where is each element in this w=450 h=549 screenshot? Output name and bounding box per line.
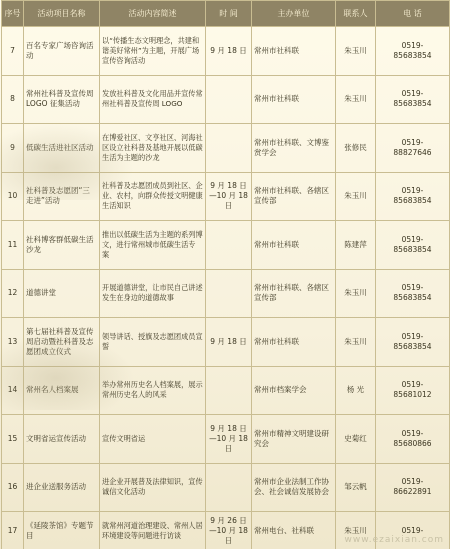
cell-date: 9 月 18 日: [206, 318, 252, 367]
table-row: [2, 269, 450, 318]
watermark: www.ezaixian.com: [344, 535, 444, 545]
header-cell: 电 话: [376, 1, 450, 27]
cell-date: 9 月 18 日 —10 月 18 日: [206, 415, 252, 464]
cell-phone: 0519- 85683854: [376, 27, 450, 76]
cell-date: 9 月 18 日 —10 月 18 日: [206, 172, 252, 221]
header-cell: 主办单位: [252, 1, 336, 27]
cell-content: 以“传播生态文明理念，共建和谐美好常州”为主题，开展广场宣传咨询活动: [100, 27, 206, 76]
cell-contact: 朱玉川: [336, 318, 376, 367]
cell-name: 道德讲堂: [24, 269, 100, 318]
cell-content: 领导讲话、授旗及志愿团成员宣誓: [100, 318, 206, 367]
cell-contact: 陈建萍: [336, 221, 376, 270]
header-cell: 联系人: [336, 1, 376, 27]
activity-table: [1, 0, 450, 549]
table-row: [2, 75, 450, 124]
cell-phone: 0519- 85683854: [376, 269, 450, 318]
table-row: [2, 415, 450, 464]
cell-org: 常州市精神文明建设研究会: [252, 415, 336, 464]
cell-contact: 朱玉川: [336, 512, 376, 549]
cell-org: 常州市社科联: [252, 75, 336, 124]
cell-org: 常州市社科联: [252, 221, 336, 270]
table-header-row: [2, 1, 450, 27]
cell-org: 常州市社科联、文博鉴赏学会: [252, 124, 336, 173]
header-cell: 活动项目名称: [24, 1, 100, 27]
cell-content: 社科普及志愿团成员到社区、企业、农村，向群众传授文明健康生活知识: [100, 172, 206, 221]
table-row: [2, 463, 450, 512]
cell-num: 14: [2, 366, 24, 415]
cell-content: 举办常州历史名人档案展，展示常州历史名人的风采: [100, 366, 206, 415]
cell-content: 发放社科普及文化用品并宣传常州社科普及宣传周 LOGO: [100, 75, 206, 124]
cell-date: 9 月 26 日 —10 月 18 日: [206, 512, 252, 549]
cell-phone: 0519- 88827646: [376, 124, 450, 173]
header-cell: 序号: [2, 1, 24, 27]
cell-date: [206, 124, 252, 173]
cell-num: 16: [2, 463, 24, 512]
cell-num: 13: [2, 318, 24, 367]
cell-name: 社科普及志愿团“三走进”活动: [24, 172, 100, 221]
cell-name: 常州名人档案展: [24, 366, 100, 415]
cell-date: [206, 221, 252, 270]
cell-phone: 0519- 85680866: [376, 415, 450, 464]
cell-num: 8: [2, 75, 24, 124]
cell-contact: 朱玉川: [336, 269, 376, 318]
cell-contact: 史菊红: [336, 415, 376, 464]
cell-num: 12: [2, 269, 24, 318]
table-row: [2, 318, 450, 367]
cell-name: 第七届社科普及宣传周启动暨社科普及志愿团成立仪式: [24, 318, 100, 367]
cell-phone: 0519- 86622891: [376, 463, 450, 512]
cell-contact: 朱玉川: [336, 75, 376, 124]
table-row: [2, 124, 450, 173]
cell-content: 宣传文明省运: [100, 415, 206, 464]
table-row: [2, 27, 450, 76]
cell-contact: 邹云帆: [336, 463, 376, 512]
cell-name: 进企业送服务活动: [24, 463, 100, 512]
cell-name: 低碳生活进社区活动: [24, 124, 100, 173]
cell-contact: 朱玉川: [336, 172, 376, 221]
cell-num: 10: [2, 172, 24, 221]
cell-content: 在博爱社区、文亨社区、河海社区设立社科普及基地开展以低碳生活为主题的沙龙: [100, 124, 206, 173]
cell-name: 常州社科普及宣传周 LOGO 征集活动: [24, 75, 100, 124]
cell-name: 社科博客群低碳生活沙龙: [24, 221, 100, 270]
cell-name: 《延陵茶馆》专题节目: [24, 512, 100, 549]
cell-date: 9 月 18 日: [206, 27, 252, 76]
cell-content: 就常州河道治理建设、常州人居环境建设等问题进行访谈: [100, 512, 206, 549]
cell-date: [206, 269, 252, 318]
cell-num: 17: [2, 512, 24, 549]
cell-org: 常州电台、社科联: [252, 512, 336, 549]
header-cell: 时 间: [206, 1, 252, 27]
cell-org: 常州市档案学会: [252, 366, 336, 415]
cell-contact: 杨 光: [336, 366, 376, 415]
cell-num: 11: [2, 221, 24, 270]
cell-name: 文明省运宣传活动: [24, 415, 100, 464]
cell-num: 7: [2, 27, 24, 76]
cell-contact: 朱玉川: [336, 27, 376, 76]
cell-num: 15: [2, 415, 24, 464]
cell-org: 常州市社科联: [252, 27, 336, 76]
cell-date: [206, 366, 252, 415]
cell-phone: 0519- 85683854: [376, 172, 450, 221]
table-row: [2, 366, 450, 415]
cell-org: 常州市社科联、各辖区宣传部: [252, 269, 336, 318]
cell-org: 常州市社科联、各辖区宣传部: [252, 172, 336, 221]
header-cell: 活动内容简述: [100, 1, 206, 27]
cell-contact: 张修民: [336, 124, 376, 173]
cell-num: 9: [2, 124, 24, 173]
table-row: [2, 172, 450, 221]
cell-phone: 0519- 85683854: [376, 221, 450, 270]
table-row: [2, 221, 450, 270]
cell-date: [206, 75, 252, 124]
cell-phone: 0519-: [376, 512, 450, 549]
cell-phone: 0519- 85681012: [376, 366, 450, 415]
cell-phone: 0519- 85683854: [376, 75, 450, 124]
cell-content: 开展道德讲堂，让市民自己讲述发生在身边的道德故事: [100, 269, 206, 318]
cell-org: 常州市社科联: [252, 318, 336, 367]
cell-phone: 0519- 85683854: [376, 318, 450, 367]
cell-content: 进企业开展普及法律知识，宣传诚信文化活动: [100, 463, 206, 512]
cell-name: 百名专家广场咨询活动: [24, 27, 100, 76]
cell-date: [206, 463, 252, 512]
cell-content: 推出以低碳生活为主题的系列博文，进行常州城市低碳生活专 案: [100, 221, 206, 270]
cell-org: 常州市企业法制工作协会、社会诚信发展协会: [252, 463, 336, 512]
